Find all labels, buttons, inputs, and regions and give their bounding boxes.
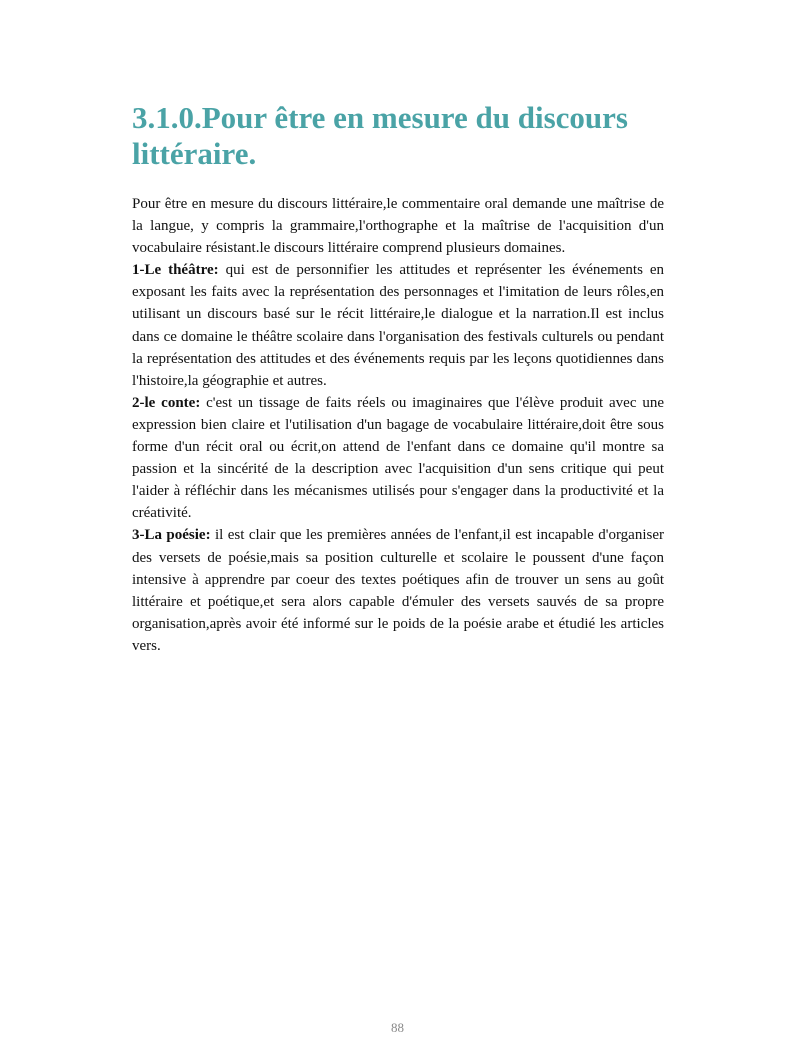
domain-text-conte: c'est un tissage de faits réels ou imaginaires que l'élève produit avec une expression bien claire et l'utilisation d'un bagage de vocabulaire littéraire,doit être sous forme d'un récit oral ou écrit,on attend de l'enfant dans ce domaine qu'il montre sa passion et la sincérité de la description avec l'acquisition d'un sens critique qui peut l'aider à réfléchir dans les mécanismes utilisés pour s'engager dans la productivité et la créativité. xyxy=(132,394,664,522)
domain-paragraph-poesie xyxy=(132,524,664,657)
section-heading: 3.1.0.Pour être en mesure du discours littéraire. xyxy=(132,100,628,171)
domain-term-theatre: 1-Le théâtre: xyxy=(132,262,219,279)
body-text xyxy=(132,193,664,657)
domain-term-poesie: 3-La poésie: xyxy=(132,527,211,544)
domain-term-conte: 2-le conte: xyxy=(132,394,201,411)
domain-text-theatre: qui est de personnifier les attitudes et représenter les événements en exposant les faits avec la représentation des personnages et l'imitation de leurs rôles,en utilisant un discours basé sur le récit littéraire,le dialogue et la narration.Il est inclus dans ce domaine le théâtre scolaire dans l'organisation des festivals culturels ou pendant la représentation des attitudes et des événements requis par les leçons quotidiennes dans l'histoire,la géographie et autres. xyxy=(132,262,664,389)
domain-paragraph-conte xyxy=(132,392,664,525)
page-number: 88 xyxy=(391,1020,404,1035)
intro-paragraph: Pour être en mesure du discours littéraire,le commentaire oral demande une maîtrise de la langue, y compris la grammaire,l'orthographe et la maîtrise de l'acquisition d'un vocabulaire résistant.le discours littéraire comprend plusieurs domaines. xyxy=(132,196,664,257)
domain-paragraph-theatre xyxy=(132,259,664,392)
domain-text-poesie: il est clair que les premières années de l'enfant,il est incapable d'organiser des versets de poésie,mais sa position culturelle et scolaire le poussent d'une façon intensive à apprendre par coeur des textes poétiques afin de trouver un sens au goût littéraire et poétique,et sera alors capable d'émuler des versets sauvés de sa propre organisation,après avoir été informé sur le poids de la poésie arabe et étudié les articles vers. xyxy=(132,527,664,654)
